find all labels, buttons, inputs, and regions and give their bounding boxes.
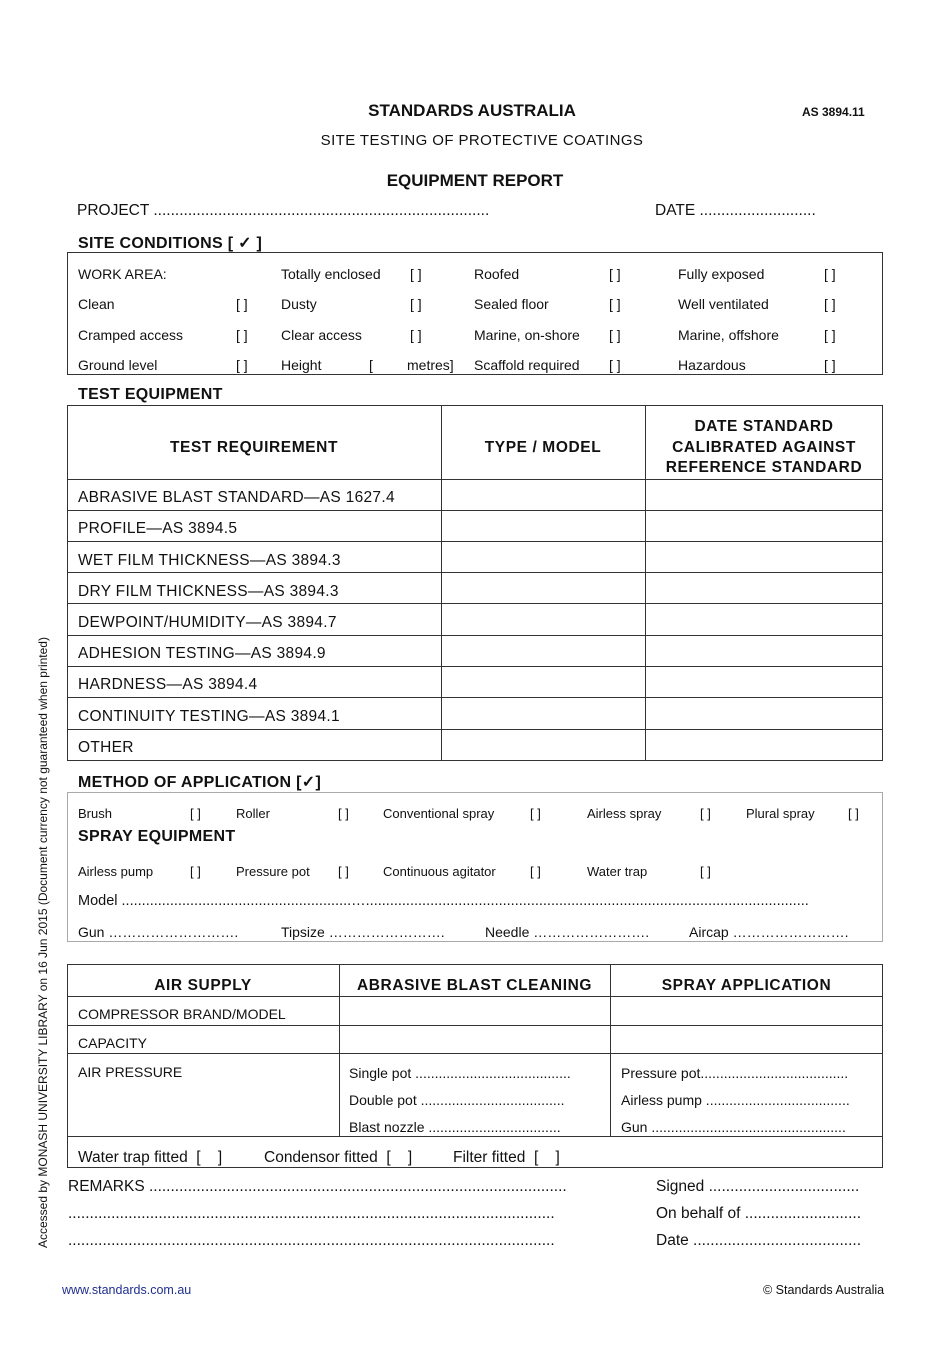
site-label: Well ventilated [678, 296, 769, 312]
aircap-field[interactable]: Aircap ……………………. [689, 924, 849, 940]
col-abrasive-blast: ABRASIVE BLAST CLEANING [356, 977, 593, 994]
site-checkbox[interactable]: [ ] [609, 266, 621, 282]
spray-label: Pressure pot [236, 864, 310, 879]
height-input-open[interactable]: [ [369, 357, 373, 373]
site-label: Dusty [281, 296, 317, 312]
capacity-label: CAPACITY [78, 1035, 147, 1051]
site-checkbox[interactable]: [ ] [236, 327, 248, 343]
method-label: Plural spray [746, 806, 815, 821]
on-behalf-field[interactable]: On behalf of ........................... [656, 1205, 862, 1222]
table-row: WET FILM THICKNESS—AS 3894.3 [78, 552, 341, 569]
site-label: Marine, on-shore [474, 327, 580, 343]
site-checkbox[interactable]: [ ] [609, 327, 621, 343]
table-row: DEWPOINT/HUMIDITY—AS 3894.7 [78, 614, 337, 631]
remarks-line-3[interactable]: ................................................................................................................. [68, 1232, 555, 1249]
double-pot-field[interactable]: Double pot ..................................... [349, 1092, 565, 1108]
spray-checkbox[interactable]: [ ] [530, 864, 541, 879]
spray-label: Airless pump [78, 864, 154, 879]
col-date-standard: DATE STANDARD [694, 418, 834, 435]
site-label: Clear access [281, 327, 362, 343]
spray-equipment-heading: SPRAY EQUIPMENT [78, 828, 236, 845]
method-checkbox[interactable]: [ ] [338, 806, 349, 821]
table-row: ADHESION TESTING—AS 3894.9 [78, 645, 326, 662]
method-checkbox[interactable]: [ ] [848, 806, 859, 821]
site-checkbox[interactable]: [ ] [410, 327, 422, 343]
test-equipment-heading: TEST EQUIPMENT [78, 386, 223, 403]
signed-date-field[interactable]: Date ....................................... [656, 1232, 861, 1249]
site-label: Height [281, 357, 322, 373]
model-field[interactable]: Model .........................................................….............................................................................................................. [78, 893, 809, 909]
airless-pump-field[interactable]: Airless pump ..................................... [621, 1092, 850, 1108]
height-unit-label: metres] [407, 357, 454, 373]
site-checkbox[interactable]: [ ] [609, 296, 621, 312]
table-row: OTHER [78, 739, 134, 756]
method-checkbox[interactable]: [ ] [190, 806, 201, 821]
standard-code: AS 3894.11 [802, 105, 865, 119]
site-label: Fully exposed [678, 266, 765, 282]
table-row: CONTINUITY TESTING—AS 3894.1 [78, 708, 340, 725]
filter-checkbox[interactable]: Filter fitted [ ] [453, 1149, 560, 1166]
method-label: Brush [78, 806, 112, 821]
compressor-label: COMPRESSOR BRAND/MODEL [78, 1006, 286, 1022]
site-label: Cramped access [78, 327, 184, 343]
gun-field[interactable]: Gun ………………………. [78, 924, 239, 940]
col-date-standard-3: REFERENCE STANDARD [665, 459, 863, 476]
spray-label: Water trap [587, 864, 648, 879]
single-pot-field[interactable]: Single pot ........................................ [349, 1065, 571, 1081]
site-checkbox[interactable]: [ ] [824, 357, 836, 373]
site-checkbox[interactable]: [ ] [410, 296, 422, 312]
col-air-supply: AIR SUPPLY [154, 977, 252, 994]
site-label: Totally enclosed [281, 266, 381, 282]
table-row: PROFILE—AS 3894.5 [78, 520, 238, 537]
subtitle: SITE TESTING OF PROTECTIVE COATINGS [320, 132, 644, 149]
method-checkbox[interactable]: [ ] [530, 806, 541, 821]
needle-field[interactable]: Needle ……………………. [485, 924, 650, 940]
pressure-pot-field[interactable]: Pressure pot...................................... [621, 1065, 849, 1081]
method-label: Airless spray [587, 806, 662, 821]
site-checkbox[interactable]: [ ] [236, 296, 248, 312]
remarks-line-2[interactable]: ................................................................................................................. [68, 1205, 555, 1222]
site-conditions-heading: SITE CONDITIONS [ ✓ ] [78, 235, 263, 252]
site-checkbox[interactable]: [ ] [410, 266, 422, 282]
table-row: ABRASIVE BLAST STANDARD—AS 1627.4 [78, 489, 395, 506]
spray-label: Continuous agitator [383, 864, 496, 879]
org-title: STANDARDS AUSTRALIA [368, 101, 576, 120]
work-area-label: WORK AREA: [78, 266, 167, 282]
blast-nozzle-field[interactable]: Blast nozzle .................................. [349, 1119, 561, 1135]
col-test-requirement: TEST REQUIREMENT [169, 439, 339, 456]
website-link[interactable]: www.standards.com.au [62, 1283, 192, 1297]
condensor-checkbox[interactable]: Condensor fitted [ ] [264, 1149, 413, 1166]
site-checkbox[interactable]: [ ] [824, 266, 836, 282]
site-label: Scaffold required [474, 357, 580, 373]
site-label: Clean [78, 296, 115, 312]
site-checkbox[interactable]: [ ] [609, 357, 621, 373]
tipsize-field[interactable]: Tipsize ……………………. [281, 924, 445, 940]
table-row: DRY FILM THICKNESS—AS 3894.3 [78, 583, 339, 600]
air-pressure-label: AIR PRESSURE [78, 1064, 183, 1080]
site-label: Hazardous [678, 357, 746, 373]
spray-checkbox[interactable]: [ ] [700, 864, 711, 879]
water-trap-checkbox[interactable]: Water trap fitted [ ] [78, 1149, 223, 1166]
method-label: Roller [236, 806, 270, 821]
copyright: © Standards Australia [763, 1283, 885, 1297]
col-spray-application: SPRAY APPLICATION [661, 977, 832, 994]
spray-checkbox[interactable]: [ ] [190, 864, 201, 879]
method-checkbox[interactable]: [ ] [700, 806, 711, 821]
col-type-model: TYPE / MODEL [484, 439, 602, 456]
project-field[interactable]: PROJECT .............................................................................. [77, 202, 490, 219]
table-row: HARDNESS—AS 3894.4 [78, 676, 258, 693]
date-field[interactable]: DATE ........................... [655, 202, 816, 219]
site-checkbox[interactable]: [ ] [824, 327, 836, 343]
site-label: Marine, offshore [678, 327, 779, 343]
site-checkbox[interactable]: [ ] [236, 357, 248, 373]
site-label: Ground level [78, 357, 158, 373]
method-label: Conventional spray [383, 806, 495, 821]
remarks-field[interactable]: REMARKS ................................................................................................. [68, 1178, 567, 1195]
col-date-standard-2: CALIBRATED AGAINST [672, 439, 856, 456]
site-label: Sealed floor [474, 296, 549, 312]
spray-checkbox[interactable]: [ ] [338, 864, 349, 879]
spray-gun-field[interactable]: Gun .................................................. [621, 1119, 846, 1135]
access-notice: Accessed by MONASH UNIVERSITY LIBRARY on 16 Jun 2015 (Document currency not guaranteed when printed) [36, 637, 50, 1248]
site-label: Roofed [474, 266, 520, 282]
site-checkbox[interactable]: [ ] [824, 296, 836, 312]
signed-field[interactable]: Signed ................................... [656, 1178, 860, 1195]
page-title: EQUIPMENT REPORT [386, 171, 564, 190]
method-heading: METHOD OF APPLICATION [✓] [78, 774, 322, 791]
